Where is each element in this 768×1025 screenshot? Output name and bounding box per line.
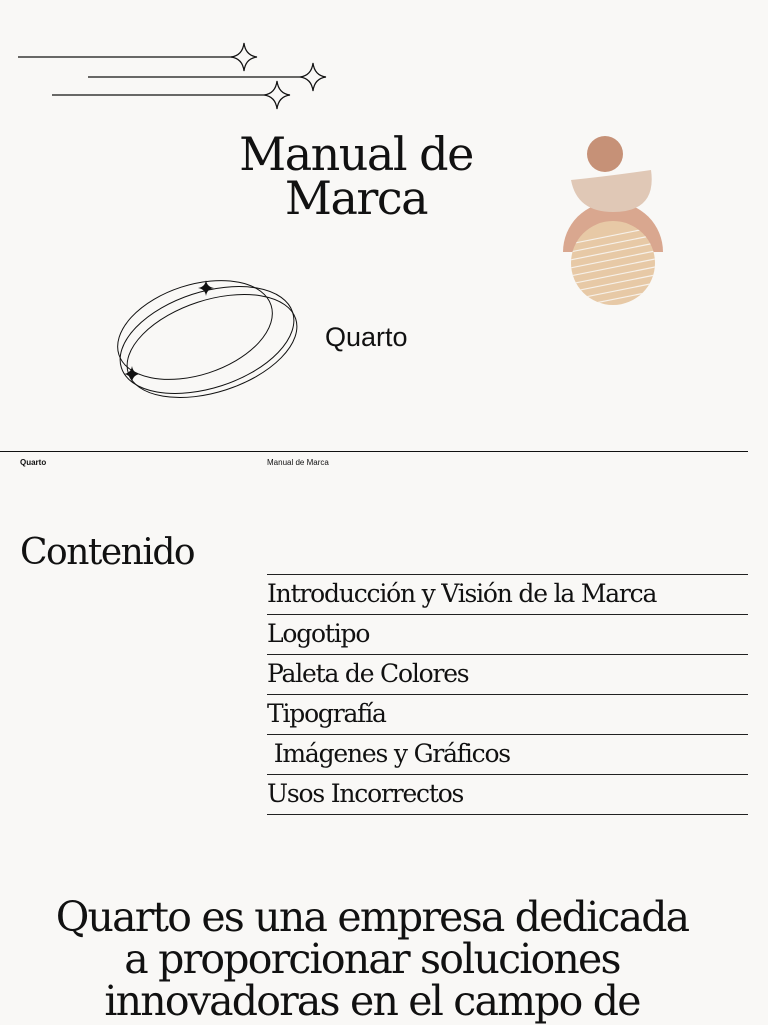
intro-paragraph: Quarto es una empresa dedicada a proporcionar soluciones innovadoras en el campo de <box>55 893 689 1025</box>
toc-item[interactable]: Imágenes y Gráficos <box>267 735 748 775</box>
footer-document-title: Manual de Marca <box>267 458 329 467</box>
toc-list <box>267 574 748 815</box>
footer-brand: Quarto <box>20 458 47 467</box>
title-line-1: Manual de <box>239 127 473 181</box>
shooting-stars-decoration <box>0 30 340 120</box>
toc-item[interactable]: Introducción y Visión de la Marca <box>267 575 748 615</box>
toc-item[interactable]: Usos Incorrectos <box>267 775 748 815</box>
toc-item[interactable]: Logotipo <box>267 615 748 655</box>
abstract-figure-illustration <box>555 130 675 310</box>
brand-name: Quarto <box>325 322 408 352</box>
toc-item[interactable]: Tipografía <box>267 695 748 735</box>
page-divider <box>0 451 748 452</box>
toc-heading: Contenido <box>20 532 195 573</box>
title-line-2: Marca <box>284 171 428 225</box>
toc-item[interactable]: Paleta de Colores <box>267 655 748 695</box>
page-title <box>180 127 532 225</box>
orbit-rings-decoration <box>110 268 310 413</box>
